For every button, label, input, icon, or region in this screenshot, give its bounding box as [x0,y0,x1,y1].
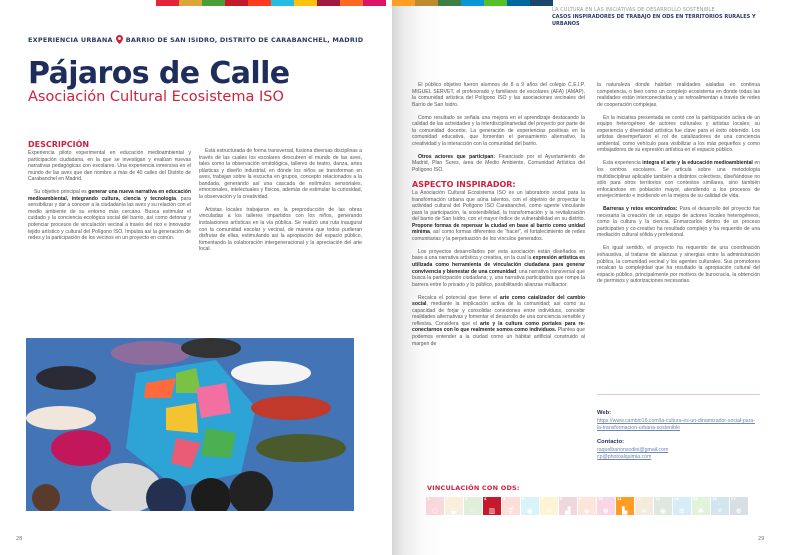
contact-block [597,410,760,461]
contact-label: Contacto: [597,439,625,446]
ods-goal-glyph: ∞ [640,506,647,515]
sdg-bar-segment [248,0,271,6]
ods-goal-15-icon [692,497,710,515]
description-heading: DESCRIPCIÓN [28,140,90,149]
ods-goal-4-icon [483,497,501,515]
ods-goal-number: 6 [522,497,525,501]
integration-paragraph: Esta experiencia integra el arte y la educación medioambiental en los centros escolares. Se articula sobre una metodología multidisciplinar aplicable también a distintos colectivos, diseñándose no sólo para otros territorios con contextos similares, sino también enfocándose en población mayor, atendiendo a los procesos de envejecimiento e incidiendo en la mejora de su calidad de vida. [597,160,760,200]
ods-goal-number: 14 [674,497,679,501]
ods-goal-glyph: ◉ [659,506,666,515]
sdg-bar-segment [392,0,415,6]
ods-goal-glyph: ♣ [697,506,704,515]
ods-goal-glyph: ≋ [678,506,685,515]
ods-goal-3-icon [464,497,482,515]
sdg-bar-segment [484,0,507,6]
ods-goal-12-icon [635,497,653,515]
ods-goal-number: 11 [617,497,622,501]
ods-goal-glyph: ✕ [716,506,723,515]
description-paragraph: Experiencia piloto experimental en educación medioambiental y participación ciudadana, en la que se investigan y evalúan nuevas narrativas pedagógicas con escolares. Una experiencia inmersiva en el mundo de las aves que dan nombre a más de 40 calles del Distrito de Carabanchel en Madrid. [28,150,191,183]
initiative-column [597,82,760,291]
ods-goal-number: 15 [693,497,698,501]
sdg-bar-segment [363,0,386,6]
sdg-bar-segment [461,0,484,6]
audience-paragraph: El público objetivo fueron alumnos de 8 a 9 años del colegio C.E.I.P. MIGUEL SERVET, el profesorado y familiares de escolares (AFA) (AMAP), la comunidad artística del Polígono ISO y las asociaciones vecinales del Barrio de San Isidro. [412,82,585,108]
location-label: BARRIO DE SAN ISIDRO, DISTRITO DE CARABANCHEL, MADRID [125,35,364,44]
sdg-bar-segment [294,0,317,6]
ods-goal-glyph: ▥ [488,506,496,515]
sdg-bar-segment [225,0,248,6]
ods-goal-16-icon [711,497,729,515]
sdg-bar-segment [202,0,225,6]
ods-goal-number: 16 [712,497,717,501]
ods-goal-number: 1 [427,497,430,501]
aspecto-paragraph: La Asociación Cultural Ecosistema ISO es un laboratorio social para la transformación urbana que aúna talentos, con el objetivo de proyectar la actividad cultural del Polígono ISO Carabanchel, como agente vinculante para la participación, la sostenibilidad, la transformación y la revitalización del barrio de San Isidro, con el mayor índice de vulnerabilidad en su distrito. Propone formas de repensar la ciudad en base al barrio como unidad mínima, así como formas diferentes de "hacer", el fortalecimiento de redes comunitarias y la perpetuación de los vínculos generados. [412,190,585,242]
left-page [0,0,392,555]
ods-goal-number: 7 [541,497,544,501]
email-link-2[interactable]: cp@photoalquimia.com [597,453,652,460]
photo-illustration [26,338,354,511]
actors-paragraph: Otros actores que participan: Financiado por el Ayuntamiento de Madrid, Plan Sures, área de Medio Ambiente, Comunidad Artística del Polígono ISO. [412,153,586,174]
ods-goal-13-icon [654,497,672,515]
page-title: Pájaros de Calle [28,56,290,91]
sdg-bar-segment [271,0,294,6]
ods-goal-number: 2 [446,497,449,501]
page-number-right: 29 [758,536,765,542]
ods-goal-glyph: ⚥ [507,506,514,515]
catalyst-paragraph: Recalca el potencial que tiene el arte como catalizador del cambio social, mediante la implicación activa de la comunidad; así como su capacidad de forjar y consolidar conexiones entre individuos, concebir realidades alternativas y fomentar el desarrollo de una conciencia sensible y reflexiva. Considera que el arte y la cultura como portales para re-conectarnos con lo que realmente somos como individuos. Plantea que podemos entender a la ciudad como un hábitat artificial construido al margen de [412,294,585,347]
artists-paragraph: Artistas locales trabajaron en la preproducción de las obras vinculadas a los talleres impartidos con los niños, generando instalaciones artísticas en la vía pública. Se realizó una ruta inaugural con la comunidad escolar y vecinal, de manera que todos pudieran disfrutar de ellas, estimulando así la apropiación del espacio público, fomentando la colaboración intergeneracional y la apreciación del arte local. [199,206,362,253]
ods-goal-number: 4 [484,497,487,501]
location-pin-icon [116,35,123,44]
ods-goal-glyph: ♡ [469,506,476,515]
ods-goal-number: 12 [636,497,641,501]
web-link[interactable]: https://www.cambio16.com/la-cultura-es-un-dinamizador-social-para-la-transformacion-urbana-sostenible [597,417,755,431]
ods-goal-10-icon [597,497,615,515]
sdg-bar-segment [507,0,530,6]
nature-paragraph: la naturaleza donde habitan realidades aisladas en continua competencia, o bien como un complejo ecosistema en donde todas las realidades están interconectadas y se retroalimentan a través de redes de cooperación complejas. [597,82,760,108]
running-head-series: LA CULTURA EN LAS INICIATIVAS DE DESARROLLO SOSTENIBLE [552,7,715,13]
ods-goal-11-icon [616,497,634,515]
ods-goal-number: 8 [560,497,563,501]
running-head [552,7,777,28]
ods-goal-glyph: ◈ [584,506,590,515]
category-label: EXPERIENCIA URBANA [28,35,113,44]
structure-paragraph: Está estructurada de forma transversal, fusiona diversas disciplinas a través de las cuales los escolares descubren el mundo de las aves, tales como la observación ornitológica, talleres de teatro, danza, artes plásticas y diseño industrial, en dónde los niños se transforman en aves, trabajan sobre la escucha en grupos, concepto relacionados a la bandada, generando así una cascada de estímulos sensoriales, emocionales, intelectuales y físicos, además de estimular la curiosidad, la observación y la creatividad. [199,148,362,200]
sdg-bar-segment [179,0,202,6]
page-number-left: 28 [16,536,23,542]
ods-goal-number: 9 [579,497,582,501]
ods-goal-glyph: ◒ [450,506,457,515]
sdg-color-bar-right [392,0,553,6]
sdg-bar-segment [156,0,179,6]
ods-goal-number: 5 [503,497,506,501]
ods-goal-number: 13 [655,497,660,501]
sdg-bar-segment [317,0,340,6]
structure-column [199,148,362,259]
ods-goal-glyph: ⊜ [602,506,609,515]
ods-goal-number: 10 [598,497,603,501]
sdg-bar-segment [415,0,438,6]
email-link-1[interactable]: raquelbanonsodini@gmail.com [597,447,669,454]
web-label: Web: [597,410,612,416]
ods-heading: VINCULACIÓN CON ODS: [427,484,520,492]
sdg-bar-segment [438,0,461,6]
ods-goal-7-icon [540,497,558,515]
ods-goal-2-icon [445,497,463,515]
participation-paragraph: En la iniciativa presentada se contó con la participación activa de un equipo heterogéneo de actores culturales y artistas locales; su experiencia y diversidad artística fue clave para el éxito obtenido. Los artistas desempeñaron el rol de catalizadores de una conciencia ambiental, como vehículo para visibilizar a los más pequeños y como embajadores de su expresión artística en el espacio público. [597,114,760,154]
ods-goal-1-icon [426,497,444,515]
objective-paragraph: Su objetivo principal es generar una nueva narrativa en educación medioambiental, integrando cultura, ciencia y tecnología, para sensibilizar y dar a conocer a la ciudadanía las aves y su relación con el medio ambiente de su entorno más cercano. Busca estimular el cuidado y la conciencia ecológica social del barrio, así como detonar y potenciar procesos de vinculación vecinal a través del rico e innovador tejido artístico y cultural del Polígono ISO. Impulsa así la generación de redes y la participación de los vecinos en un proyecto en común. [28,189,191,242]
sdg-bar-segment [340,0,363,6]
ods-goal-5-icon [502,497,520,515]
ods-goal-number: 17 [731,497,736,501]
ods-goal-17-icon [730,497,748,515]
barriers-paragraph: Barreras y retos encontrados: Para el desarrollo del proyecto fue necesaria la creación de un equipo de actores locales heterogéneos, como la cultura y la ciencia. Enmarcarlos dentro de un proceso participativo y co-creativo ha resultado complejo y ha requerido de una mediación cultural sólida y profesional. [597,206,760,239]
ods-icon-row [426,497,748,515]
location-kicker [28,35,363,44]
description-column [28,140,191,248]
results-column [412,82,585,354]
sdg-bar-segment [530,0,553,6]
ods-goal-glyph: ☼ [545,506,552,515]
ods-goal-14-icon [673,497,691,515]
projects-paragraph: Los proyectos desarrollados por esta asociación están diseñados en base a una narrativa artística y creativa, en la cual la expresión artística es utilizada como herramienta de vinculación ciudadana para generar convivencia y bienestar de una comunidad; una narrativa transversal que busca la participación ciudadana; y, una narrativa participativa que rompe la barrera entre lo privado y lo público, posibilitando alianzas multiactor. [412,248,585,288]
ods-goal-9-icon [578,497,596,515]
ods-goal-number: 3 [465,497,468,501]
ods-goal-6-icon [521,497,539,515]
running-head-title: CASOS INSPIRADORES DE TRABAJO EN ODS EN TERRITORIOS RURALES Y URBANOS [552,14,756,27]
sdg-color-bar-left [156,0,386,6]
children-mural-photo [26,338,354,511]
organization-subtitle: Asociación Cultural Ecosistema ISO [28,89,284,105]
ods-goal-glyph: ⚇ [431,506,438,515]
ods-goal-glyph: ◉ [526,506,533,515]
ods-goal-glyph: ▟ [565,506,571,515]
section-divider [597,394,760,395]
ods-goal-8-icon [559,497,577,515]
results-paragraph: Como resultado se señala una mejora en el aprendizaje destacando la calidad de las actividades y la interdisciplinariedad del proyecto por parte de la comunidad docente. La generación de experiencias positivas en la comunidad educativa, que fomentan el pensamiento alternativo, la creatividad y la interacción con la comunidad del barrio. [412,114,585,147]
ods-goal-glyph: ▙ [622,506,628,515]
ods-goal-glyph: ⊛ [735,506,742,515]
coordination-paragraph: En igual sentido, el proyecto ha requerido de una coordinación exhaustiva, al tratarse de alianzas y sinergias entre la administración pública, la comunidad vecinal y los agentes culturales. Sus promotores recalcan la complejidad que ha resultado la apropiación cultural del espacio público, principalmente por motivos de burocracia, la obtención de permisos y autorizaciones necesarias. [597,245,760,285]
aspecto-heading: ASPECTO INSPIRADOR: [412,180,516,190]
